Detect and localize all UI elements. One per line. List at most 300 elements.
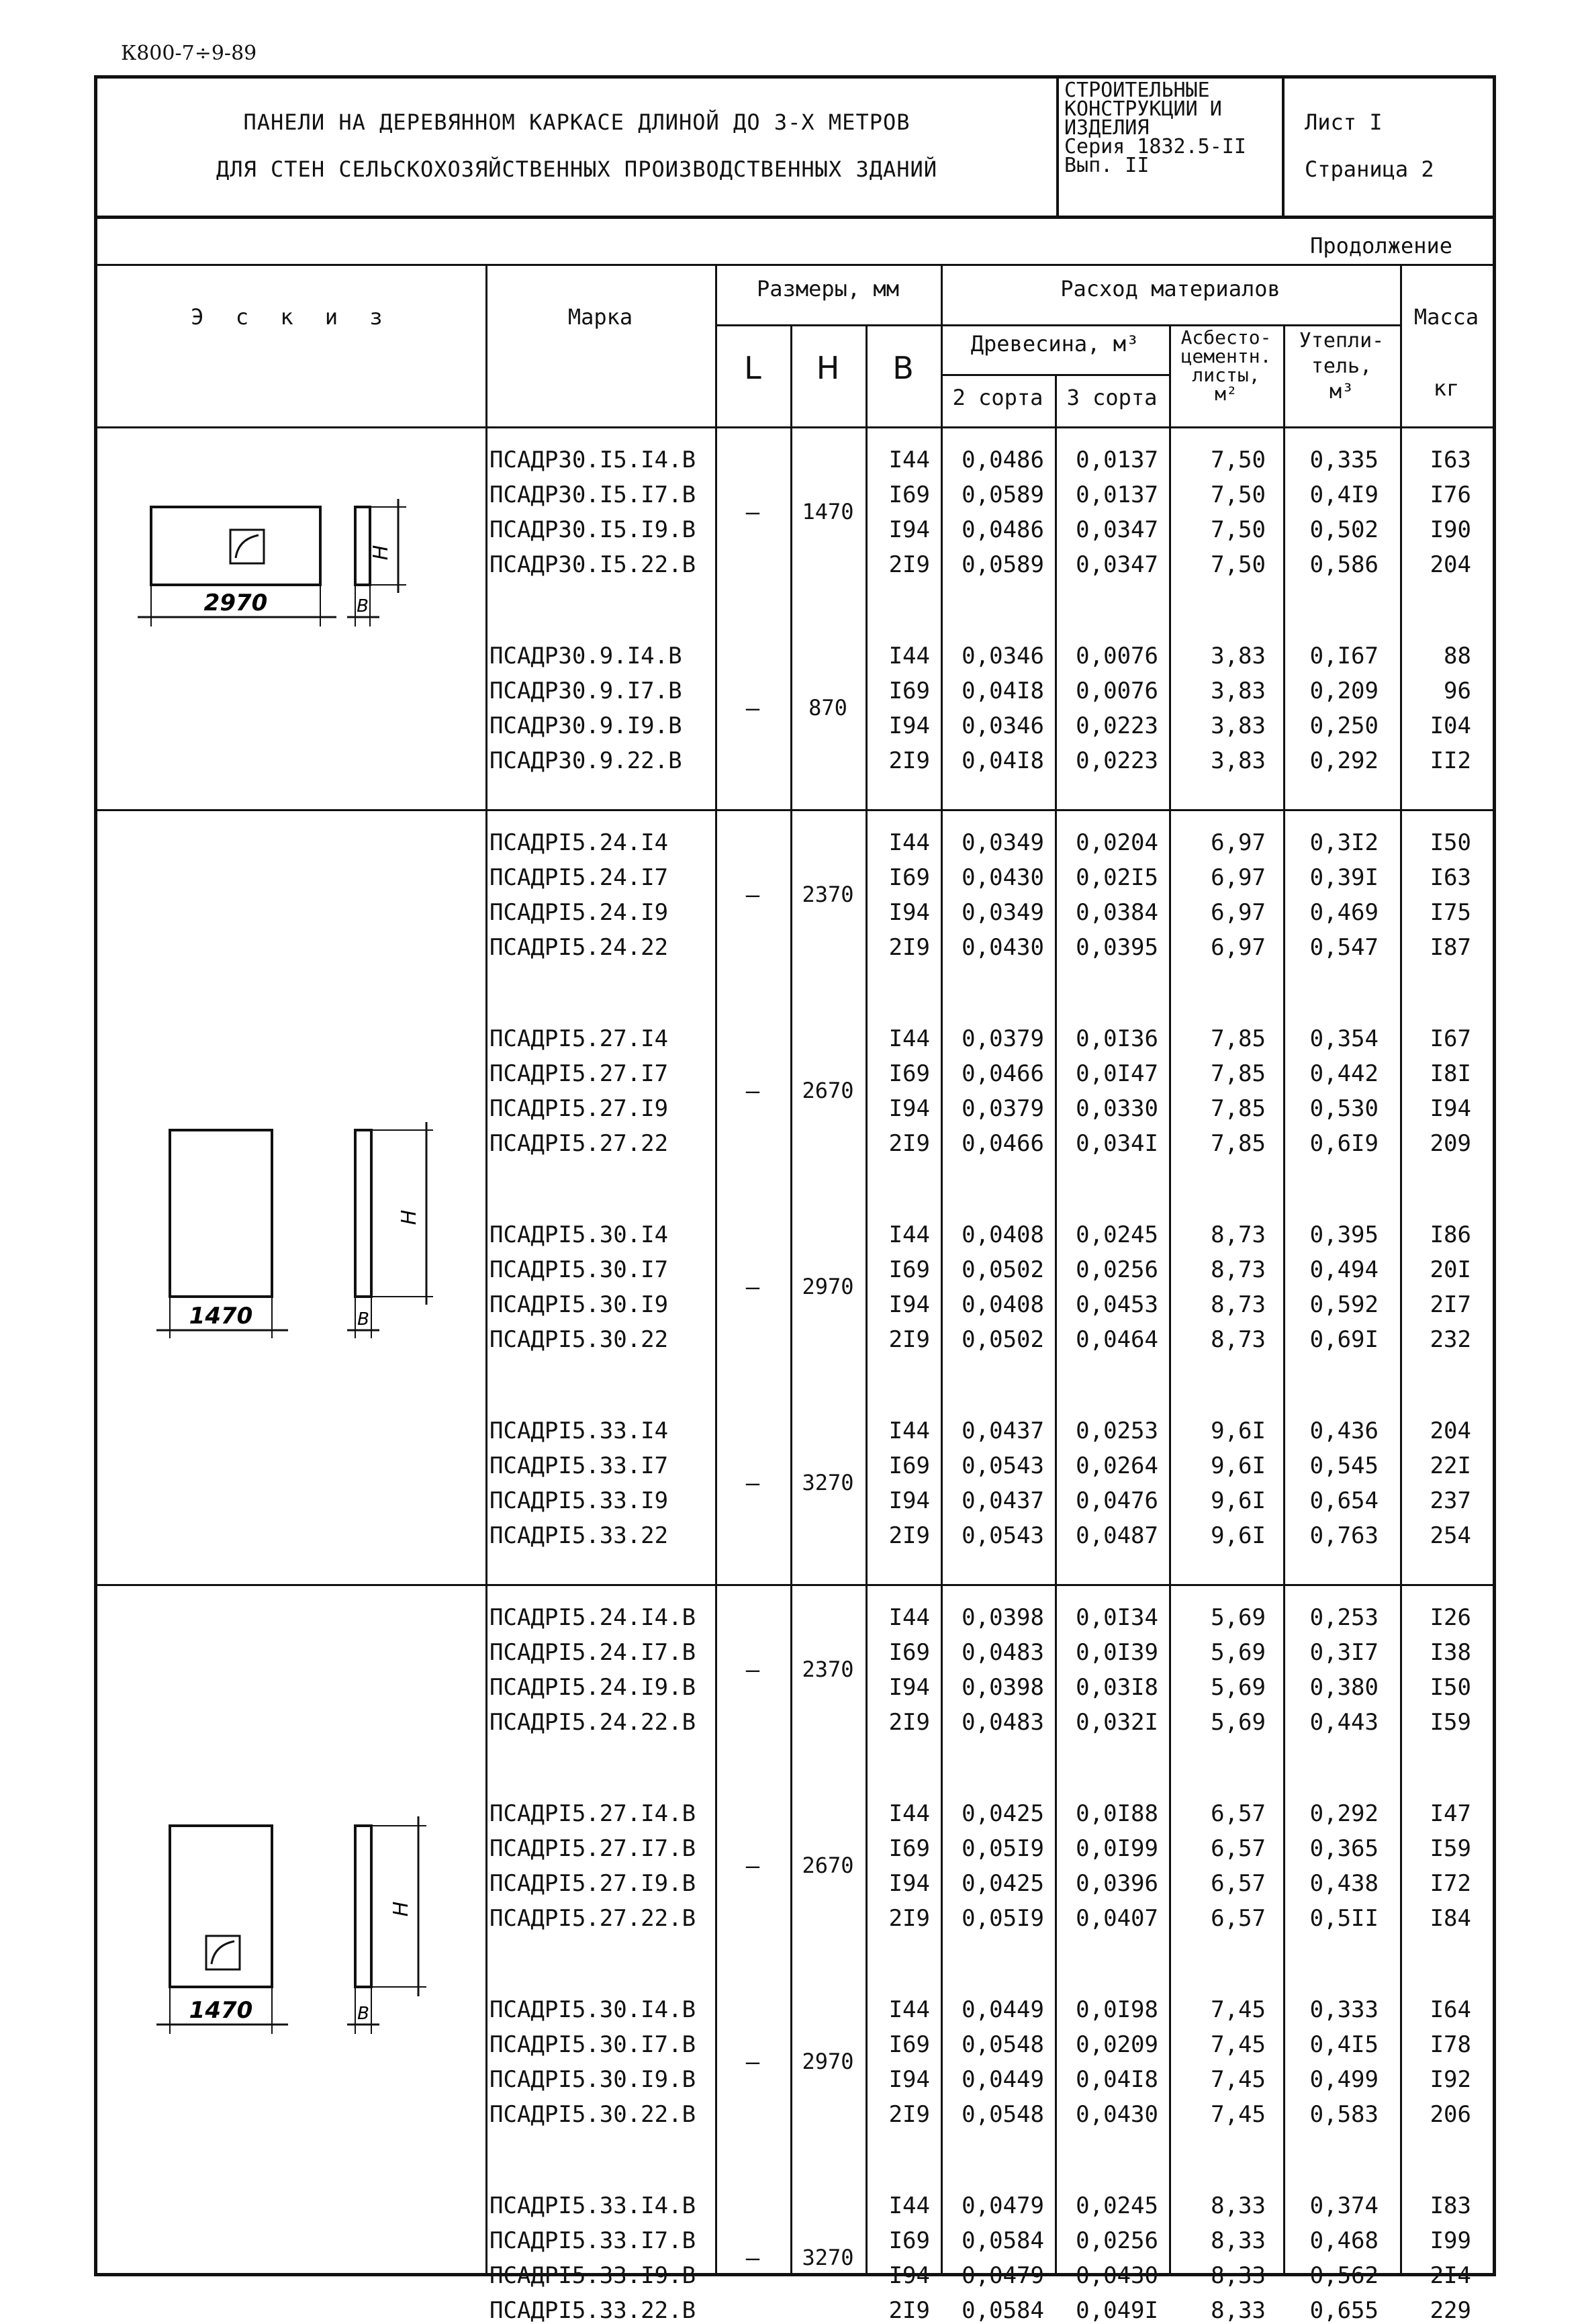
wood-grade2: 0,0349 [962,829,1044,856]
col-asbestos-header [1169,328,1283,404]
wood-grade3: 0,0430 [1076,2101,1158,2128]
asbestos-sheets: 9,6I [1211,1522,1266,1549]
wood-grade3: 0,0464 [1076,1326,1158,1353]
header-bottom-line [97,426,1493,428]
dim-B: I44 [888,1800,930,1827]
dim-B: 2I9 [888,934,930,961]
panel-mark: ПСАДРI5.27.22.B [489,1905,696,1932]
dim-B: I94 [888,1095,930,1122]
dim-B: I69 [888,1452,930,1479]
insulation: 0,3I7 [1309,1639,1379,1666]
mass: I83 [1430,2192,1471,2219]
dim-B: I69 [888,481,930,508]
asbestos-sheets: 7,45 [1211,1996,1266,2023]
wood-grade3: 0,0245 [1076,2192,1158,2219]
wood-grade2: 0,0346 [962,712,1044,739]
sketch-panel-15-plain [97,1117,485,1345]
wood-grade3: 0,049I [1076,2297,1158,2324]
asbestos-line: м² [1215,383,1238,405]
asbestos-sheets: 3,83 [1211,747,1266,774]
dim-L: – [745,1470,760,1497]
asbestos-line: листы, [1192,364,1260,386]
insulation: 0,654 [1309,1487,1379,1514]
insulation: 0,562 [1309,2262,1379,2289]
panel-mark: ПСАДРI5.30.I9 [489,1291,669,1318]
document-frame [94,75,1496,2324]
header-divider [97,216,1493,219]
panel-mark: ПСАДР30.I5.I4.B [489,447,696,473]
dim-B: I94 [888,2066,930,2093]
mass: I86 [1430,1221,1471,1248]
dim-L: – [745,1853,760,1879]
column-divider [485,264,487,2273]
panel-mark: ПСАДРI5.33.I9.B [489,2262,696,2289]
panel-mark: ПСАДРI5.24.I4.B [489,1604,696,1631]
wood-grade3: 0,0487 [1076,1522,1158,1549]
col-grade2-header: 2 сорта [952,385,1043,410]
dim-B: I69 [888,2031,930,2058]
panel-mark: ПСАДР30.9.22.B [489,747,682,774]
asbestos-sheets: 8,33 [1211,2227,1266,2254]
mass: I04 [1430,712,1471,739]
mass: 209 [1430,1130,1471,1157]
insulation: 0,6I9 [1309,1130,1379,1157]
wood-grade3: 0,0076 [1076,643,1158,669]
insulation: 0,442 [1309,1060,1379,1087]
page-number: Страница 2 [1305,156,1434,182]
wood-grade3: 0,0I39 [1076,1639,1158,1666]
wood-grade2: 0,04I8 [962,747,1044,774]
mass: I59 [1430,1709,1471,1736]
col-grade3-header: 3 сорта [1066,385,1158,410]
insulation: 0,3I2 [1309,829,1379,856]
col-B-header: B [892,350,914,386]
col-L-header: L [744,350,761,386]
mass: I99 [1430,2227,1471,2254]
wood-grade2: 0,0502 [962,1256,1044,1283]
mass: 20I [1430,1256,1471,1283]
asbestos-sheets: 8,73 [1211,1256,1266,1283]
wood-grade2: 0,04I8 [962,678,1044,704]
asbestos-sheets: 6,97 [1211,934,1266,961]
insulation: 0,494 [1309,1256,1379,1283]
mass: I94 [1430,1095,1471,1122]
wood-grade3: 0,0396 [1076,1870,1158,1897]
dim-B: I69 [888,1256,930,1283]
asbestos-sheets: 7,45 [1211,2066,1266,2093]
mass: I76 [1430,481,1471,508]
asbestos-line: Асбесто- [1180,326,1272,348]
sheet-block [1285,79,1493,216]
panel-mark: ПСАДРI5.30.I7 [489,1256,669,1283]
mass: 2I7 [1430,1291,1471,1318]
wood-grade3: 0,0204 [1076,829,1158,856]
series-line: Серия 1832.5-II [1064,135,1246,158]
insulation: 0,763 [1309,1522,1379,1549]
series-line: СТРОИТЕЛЬНЫЕ [1064,79,1210,102]
wood-grade3: 0,032I [1076,1709,1158,1736]
col-insul-header [1283,328,1400,405]
panel-mark: ПСАДРI5.27.I9 [489,1095,669,1122]
sketch3-b-label: B [357,2004,369,2024]
wood-grade3: 0,0223 [1076,747,1158,774]
asbestos-sheets: 7,50 [1211,551,1266,578]
wood-grade2: 0,0398 [962,1604,1044,1631]
wood-grade3: 0,0384 [1076,899,1158,926]
wood-grade3: 0,0137 [1076,447,1158,473]
wood-grade2: 0,0548 [962,2101,1044,2128]
asbestos-sheets: 8,33 [1211,2192,1266,2219]
dim-B: I44 [888,643,930,669]
dim-H: 2970 [802,2049,854,2074]
panel-mark: ПСАДРI5.27.I4 [489,1025,669,1052]
panel-mark: ПСАДР30.I5.22.B [489,551,696,578]
dim-H: 2670 [802,1853,854,1878]
insulation: 0,469 [1309,899,1379,926]
wood-grade3: 0,02I5 [1076,864,1158,891]
asbestos-sheets: 9,6I [1211,1452,1266,1479]
insulation: 0,333 [1309,1996,1379,2023]
mass: II2 [1430,747,1471,774]
wood-grade3: 0,04I8 [1076,2066,1158,2093]
wood-grade3: 0,0395 [1076,934,1158,961]
title-line-1: ПАНЕЛИ НА ДЕРЕВЯННОМ КАРКАСЕ ДЛИНОЙ ДО 3-Х МЕТРОВ [243,109,911,135]
wood-grade2: 0,05I9 [962,1905,1044,1932]
wood-grade2: 0,0483 [962,1709,1044,1736]
dim-L: – [745,2049,760,2076]
panel-mark: ПСАДРI5.33.I4 [489,1417,669,1444]
sketch1-width-label: 2970 [203,590,268,616]
mass: 22I [1430,1452,1471,1479]
panel-mark: ПСАДРI5.24.I4 [489,829,669,856]
dim-B: I94 [888,1870,930,1897]
insulation: 0,365 [1309,1835,1379,1862]
mass: I8I [1430,1060,1471,1087]
mass: 204 [1430,551,1471,578]
panel-mark: ПСАДРI5.24.22.B [489,1709,696,1736]
panel-mark: ПСАДРI5.24.I9 [489,899,669,926]
wood-grade2: 0,0486 [962,516,1044,543]
asbestos-sheets: 8,33 [1211,2262,1266,2289]
mass: I75 [1430,899,1471,926]
wood-grade2: 0,0437 [962,1487,1044,1514]
panel-mark: ПСАДРI5.24.I7.B [489,1639,696,1666]
insulation: 0,583 [1309,2101,1379,2128]
panel-mark: ПСАДРI5.24.22 [489,934,669,961]
dim-H: 2370 [802,1657,854,1682]
asbestos-sheets: 7,85 [1211,1095,1266,1122]
panel-mark: ПСАДРI5.33.I7.B [489,2227,696,2254]
wood-grade3: 0,0347 [1076,516,1158,543]
insulation: 0,395 [1309,1221,1379,1248]
asbestos-sheets: 3,83 [1211,643,1266,669]
asbestos-sheets: 5,69 [1211,1674,1266,1701]
dim-B: I44 [888,1417,930,1444]
section-divider [97,809,1493,811]
col-mark-header: Марка [567,304,633,330]
mass: I67 [1430,1025,1471,1052]
wood-grade2: 0,0346 [962,643,1044,669]
dim-H: 870 [808,695,847,721]
title-line-2: ДЛЯ СТЕН СЕЛЬСКОХОЗЯЙСТВЕННЫХ ПРОИЗВОДСТВЕННЫХ ЗДАНИЙ [216,156,938,182]
wood-grade3: 0,0256 [1076,1256,1158,1283]
insul-line: м³ [1329,380,1354,404]
wood-grade2: 0,0425 [962,1800,1044,1827]
insulation: 0,354 [1309,1025,1379,1052]
wood-grade3: 0,0223 [1076,712,1158,739]
panel-mark: ПСАДРI5.33.I7 [489,1452,669,1479]
dim-B: I44 [888,1996,930,2023]
insul-line: Утепли- [1299,329,1385,353]
asbestos-sheets: 7,45 [1211,2031,1266,2058]
dim-H: 3270 [802,2245,854,2270]
dim-B: 2I9 [888,1709,930,1736]
sketch2-h-label: H [398,1209,421,1225]
wood-grade2: 0,0408 [962,1291,1044,1318]
mass: I50 [1430,829,1471,856]
wood-grade3: 0,0I47 [1076,1060,1158,1087]
col-H-header: H [816,350,840,386]
asbestos-sheets: 8,73 [1211,1221,1266,1248]
dim-B: I69 [888,1835,930,1862]
panel-mark: ПСАДРI5.27.I7 [489,1060,669,1087]
wood-grade2: 0,05I9 [962,1835,1044,1862]
wood-grade2: 0,0466 [962,1130,1044,1157]
insulation: 0,292 [1309,747,1379,774]
asbestos-sheets: 6,57 [1211,1905,1266,1932]
wood-grade3: 0,0I36 [1076,1025,1158,1052]
sketch-panel-3m [97,499,485,647]
mass: 204 [1430,1417,1471,1444]
panel-mark: ПСАДРI5.30.I9.B [489,2066,696,2093]
panel-mark: ПСАДРI5.27.I7.B [489,1835,696,1862]
wood-grade2: 0,0466 [962,1060,1044,1087]
dim-B: 2I9 [888,1130,930,1157]
col-materials-header: Расход материалов [1060,276,1280,301]
panel-mark: ПСАДР30.I5.I9.B [489,516,696,543]
wood-grade2: 0,0430 [962,934,1044,961]
insulation: 0,292 [1309,1800,1379,1827]
insul-line: тель, [1311,355,1372,378]
wood-grade2: 0,0430 [962,864,1044,891]
wood-grade2: 0,0449 [962,1996,1044,2023]
dim-B: I94 [888,712,930,739]
dim-B: I44 [888,2192,930,2219]
dim-L: – [745,499,760,526]
asbestos-sheets: 3,83 [1211,678,1266,704]
mass: 237 [1430,1487,1471,1514]
column-divider [715,264,717,2273]
dim-B: I44 [888,1025,930,1052]
mass: 229 [1430,2297,1471,2324]
panel-mark: ПСАДРI5.30.22 [489,1326,669,1353]
wood-grade2: 0,0502 [962,1326,1044,1353]
col-sketch-header: Э с к и з [191,304,392,330]
wood-grade3: 0,0347 [1076,551,1158,578]
panel-mark: ПСАДРI5.33.I4.B [489,2192,696,2219]
mass: 88 [1444,643,1471,669]
dim-B: I69 [888,1639,930,1666]
sketch3-width-label: 1470 [189,1997,253,2024]
asbestos-sheets: 6,57 [1211,1800,1266,1827]
wood-grade3: 0,0430 [1076,2262,1158,2289]
insulation: 0,253 [1309,1604,1379,1631]
dim-B: 2I9 [888,2297,930,2324]
wood-grade2: 0,0398 [962,1674,1044,1701]
insulation: 0,380 [1309,1674,1379,1701]
dim-B: I94 [888,516,930,543]
asbestos-sheets: 7,85 [1211,1025,1266,1052]
insulation: 0,374 [1309,2192,1379,2219]
dim-B: 2I9 [888,1905,930,1932]
mass: 232 [1430,1326,1471,1353]
insulation: 0,436 [1309,1417,1379,1444]
panel-mark: ПСАДРI5.30.I4.B [489,1996,696,2023]
asbestos-sheets: 5,69 [1211,1639,1266,1666]
asbestos-sheets: 8,73 [1211,1326,1266,1353]
sketch-panel-15-window [97,1808,485,2043]
wood-grade3: 0,034I [1076,1130,1158,1157]
wood-grade2: 0,0543 [962,1522,1044,1549]
asbestos-sheets: 3,83 [1211,712,1266,739]
asbestos-sheets: 7,45 [1211,2101,1266,2128]
mass: I92 [1430,2066,1471,2093]
insulation: 0,250 [1309,712,1379,739]
dim-H: 2970 [802,1274,854,1299]
dim-B: 2I9 [888,1326,930,1353]
dim-B: I94 [888,1487,930,1514]
wood-grade3: 0,0253 [1076,1417,1158,1444]
wood-grade3: 0,0I88 [1076,1800,1158,1827]
wood-grade2: 0,0584 [962,2297,1044,2324]
col-dims-header: Размеры, мм [757,276,899,301]
dim-B: I69 [888,2227,930,2254]
dim-B: I69 [888,1060,930,1087]
wood-grade2: 0,0479 [962,2192,1044,2219]
insulation: 0,468 [1309,2227,1379,2254]
wood-grade2: 0,0449 [962,2066,1044,2093]
insulation: 0,5II [1309,1905,1379,1932]
dim-B: I69 [888,864,930,891]
panel-mark: ПСАДРI5.33.22 [489,1522,669,1549]
dim-H: 3270 [802,1470,854,1495]
asbestos-sheets: 5,69 [1211,1709,1266,1736]
table-top-line [97,264,1493,266]
wood-grade3: 0,0I98 [1076,1996,1158,2023]
asbestos-line: цементн. [1180,345,1272,367]
mass: I63 [1430,447,1471,473]
dim-B: I94 [888,1674,930,1701]
insulation: 0,209 [1309,678,1379,704]
mass: I72 [1430,1870,1471,1897]
wood-grade2: 0,0437 [962,1417,1044,1444]
mass: 96 [1444,678,1471,704]
mass: I26 [1430,1604,1471,1631]
dim-B: I44 [888,829,930,856]
sketch1-h-label: H [369,545,393,561]
materials-table [97,264,1493,2324]
wood-grade2: 0,0349 [962,899,1044,926]
mass: I87 [1430,934,1471,961]
panel-mark: ПСАДРI5.27.I9.B [489,1870,696,1897]
wood-grade3: 0,03I8 [1076,1674,1158,1701]
dim-B: I44 [888,447,930,473]
dim-B: I44 [888,1604,930,1631]
sketch2-width-label: 1470 [189,1303,253,1330]
panel-mark: ПСАДРI5.30.22.B [489,2101,696,2128]
insulation: 0,592 [1309,1291,1379,1318]
wood-grade3: 0,0476 [1076,1487,1158,1514]
insulation: 0,547 [1309,934,1379,961]
dim-H: 2670 [802,1078,854,1103]
asbestos-sheets: 7,85 [1211,1060,1266,1087]
panel-mark: ПСАДРI5.33.I9 [489,1487,669,1514]
insulation: 0,69I [1309,1326,1379,1353]
insulation: 0,443 [1309,1709,1379,1736]
series-line: Вып. II [1064,154,1150,177]
insulation: 0,4I9 [1309,481,1379,508]
dim-B: I44 [888,1221,930,1248]
asbestos-sheets: 8,73 [1211,1291,1266,1318]
dim-B: I94 [888,899,930,926]
insulation: 0,545 [1309,1452,1379,1479]
sketch3-h-label: H [389,1901,413,1917]
wood-grade3: 0,0209 [1076,2031,1158,2058]
wood-grade3: 0,0137 [1076,481,1158,508]
asbestos-sheets: 6,57 [1211,1870,1266,1897]
dim-L: – [745,1274,760,1301]
asbestos-sheets: 6,97 [1211,899,1266,926]
sketch2-b-label: B [357,1309,369,1330]
panel-mark: ПСАДРI5.30.I4 [489,1221,669,1248]
wood-grade3: 0,0453 [1076,1291,1158,1318]
panel-mark: ПСАДР30.9.I4.B [489,643,682,669]
mass: I59 [1430,1835,1471,1862]
dim-L: – [745,695,760,722]
section-divider [97,1584,1493,1586]
wood-grade2: 0,0379 [962,1025,1044,1052]
insulation: 0,586 [1309,551,1379,578]
dim-B: 2I9 [888,747,930,774]
mass: I78 [1430,2031,1471,2058]
col-wood-header: Древесина, м³ [970,331,1139,357]
wood-grade3: 0,0076 [1076,678,1158,704]
wood-grade2: 0,0543 [962,1452,1044,1479]
insulation: 0,438 [1309,1870,1379,1897]
insulation: 0,39I [1309,864,1379,891]
wood-grade2: 0,0486 [962,447,1044,473]
title-block [97,79,1059,216]
dim-B: 2I9 [888,2101,930,2128]
dim-L: – [745,1657,760,1683]
mass: I63 [1430,864,1471,891]
series-line: КОНСТРУКЦИИ И [1064,97,1222,121]
mass: I47 [1430,1800,1471,1827]
wood-grade3: 0,0I99 [1076,1835,1158,1862]
continuation-label: Продолжение [1310,233,1452,259]
insulation: 0,I67 [1309,643,1379,669]
asbestos-sheets: 6,97 [1211,864,1266,891]
mass: I64 [1430,1996,1471,2023]
wood-grade2: 0,0479 [962,2262,1044,2289]
insulation: 0,335 [1309,447,1379,473]
dim-B: 2I9 [888,1522,930,1549]
panel-mark: ПСАДРI5.24.I7 [489,864,669,891]
wood-grade2: 0,0379 [962,1095,1044,1122]
wood-grade3: 0,0330 [1076,1095,1158,1122]
dim-B: I69 [888,678,930,704]
series-block [1059,79,1285,216]
